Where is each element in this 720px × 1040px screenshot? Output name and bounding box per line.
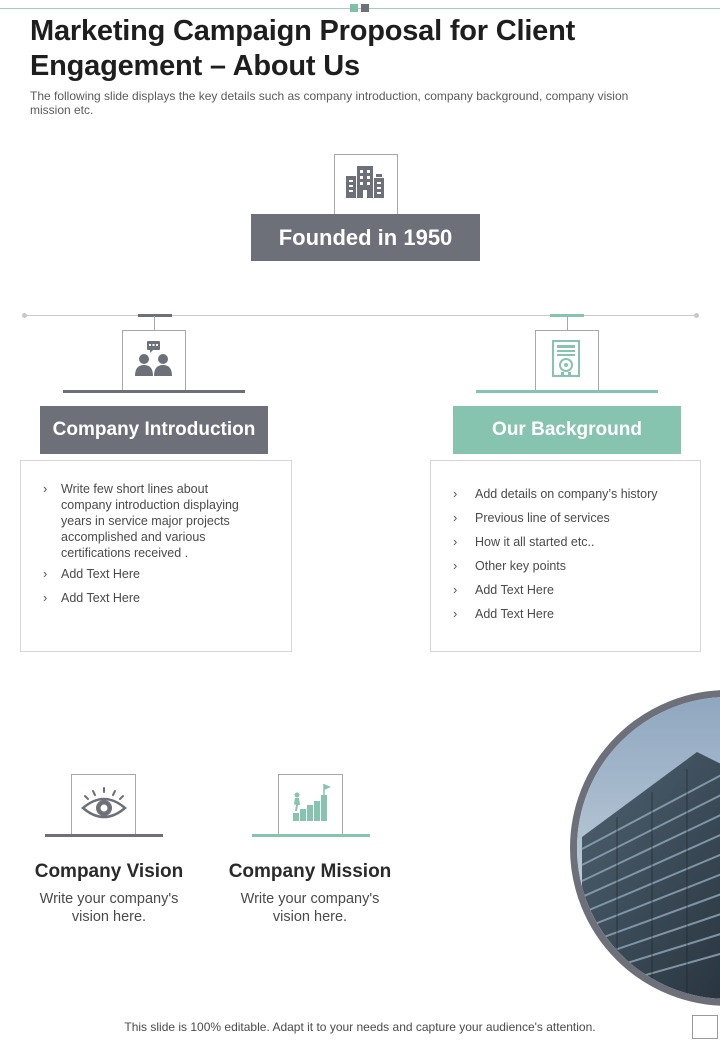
building-photo [570, 690, 720, 1006]
building-icon-box [334, 154, 398, 215]
page-title: Marketing Campaign Proposal for Client Engagement – About Us [30, 15, 576, 82]
intro-icon-box [122, 330, 186, 392]
building-icon [345, 164, 387, 205]
top-rule [0, 8, 720, 9]
vision-title: Company Vision [34, 861, 184, 882]
background-bullet-list [431, 486, 700, 622]
list-item: › Add Text Here [431, 582, 700, 598]
intro-underline [63, 390, 245, 393]
vision-text: Write your company's vision here. [39, 891, 179, 925]
eye-icon [81, 786, 127, 825]
intro-heading: Company Introduction [40, 406, 268, 454]
people-chat-icon [133, 340, 175, 383]
background-connector-stem [567, 316, 568, 330]
top-accent-grey [361, 4, 369, 12]
vision-icon-box [71, 774, 136, 836]
connector-dot-right [694, 313, 699, 318]
document-badge-icon [551, 340, 583, 383]
connector-dot-left [22, 313, 27, 318]
mission-icon-box [278, 774, 343, 836]
list-item: › Add Text Here [431, 606, 700, 622]
growth-stairs-icon [291, 783, 331, 828]
intro-connector-stem [154, 316, 155, 330]
founded-banner: Founded in 1950 [251, 214, 480, 261]
list-item: › Add Text Here [21, 590, 291, 606]
background-card [430, 460, 701, 652]
intro-card [20, 460, 292, 652]
mission-title: Company Mission [228, 861, 392, 882]
background-icon-box [535, 330, 599, 392]
background-underline [476, 390, 658, 393]
page-subtitle: The following slide displays the key details such as company introduction, company background, company vision mission etc. [30, 89, 629, 117]
mission-underline [252, 834, 370, 837]
list-item: › Add Text Here [21, 566, 291, 582]
list-item: › Add details on company’s history [431, 486, 700, 502]
list-item: › Write few short lines about company introduction displaying years in service major projects accomplished and various certifications received . [21, 481, 291, 561]
vision-underline [45, 834, 163, 837]
intro-connector-tab [138, 314, 172, 317]
corner-placeholder-box [692, 1015, 718, 1039]
top-accent-green [350, 4, 358, 12]
list-item: › Other key points [431, 558, 700, 574]
footer-note: This slide is 100% editable. Adapt it to your needs and capture your audience's attention. [124, 1020, 596, 1034]
intro-bullet-list [21, 481, 291, 606]
list-item: › Previous line of services [431, 510, 700, 526]
connector-line [24, 315, 696, 316]
mission-text: Write your company's vision here. [240, 891, 380, 925]
list-item: › How it all started etc.. [431, 534, 700, 550]
background-heading: Our Background [453, 406, 681, 454]
